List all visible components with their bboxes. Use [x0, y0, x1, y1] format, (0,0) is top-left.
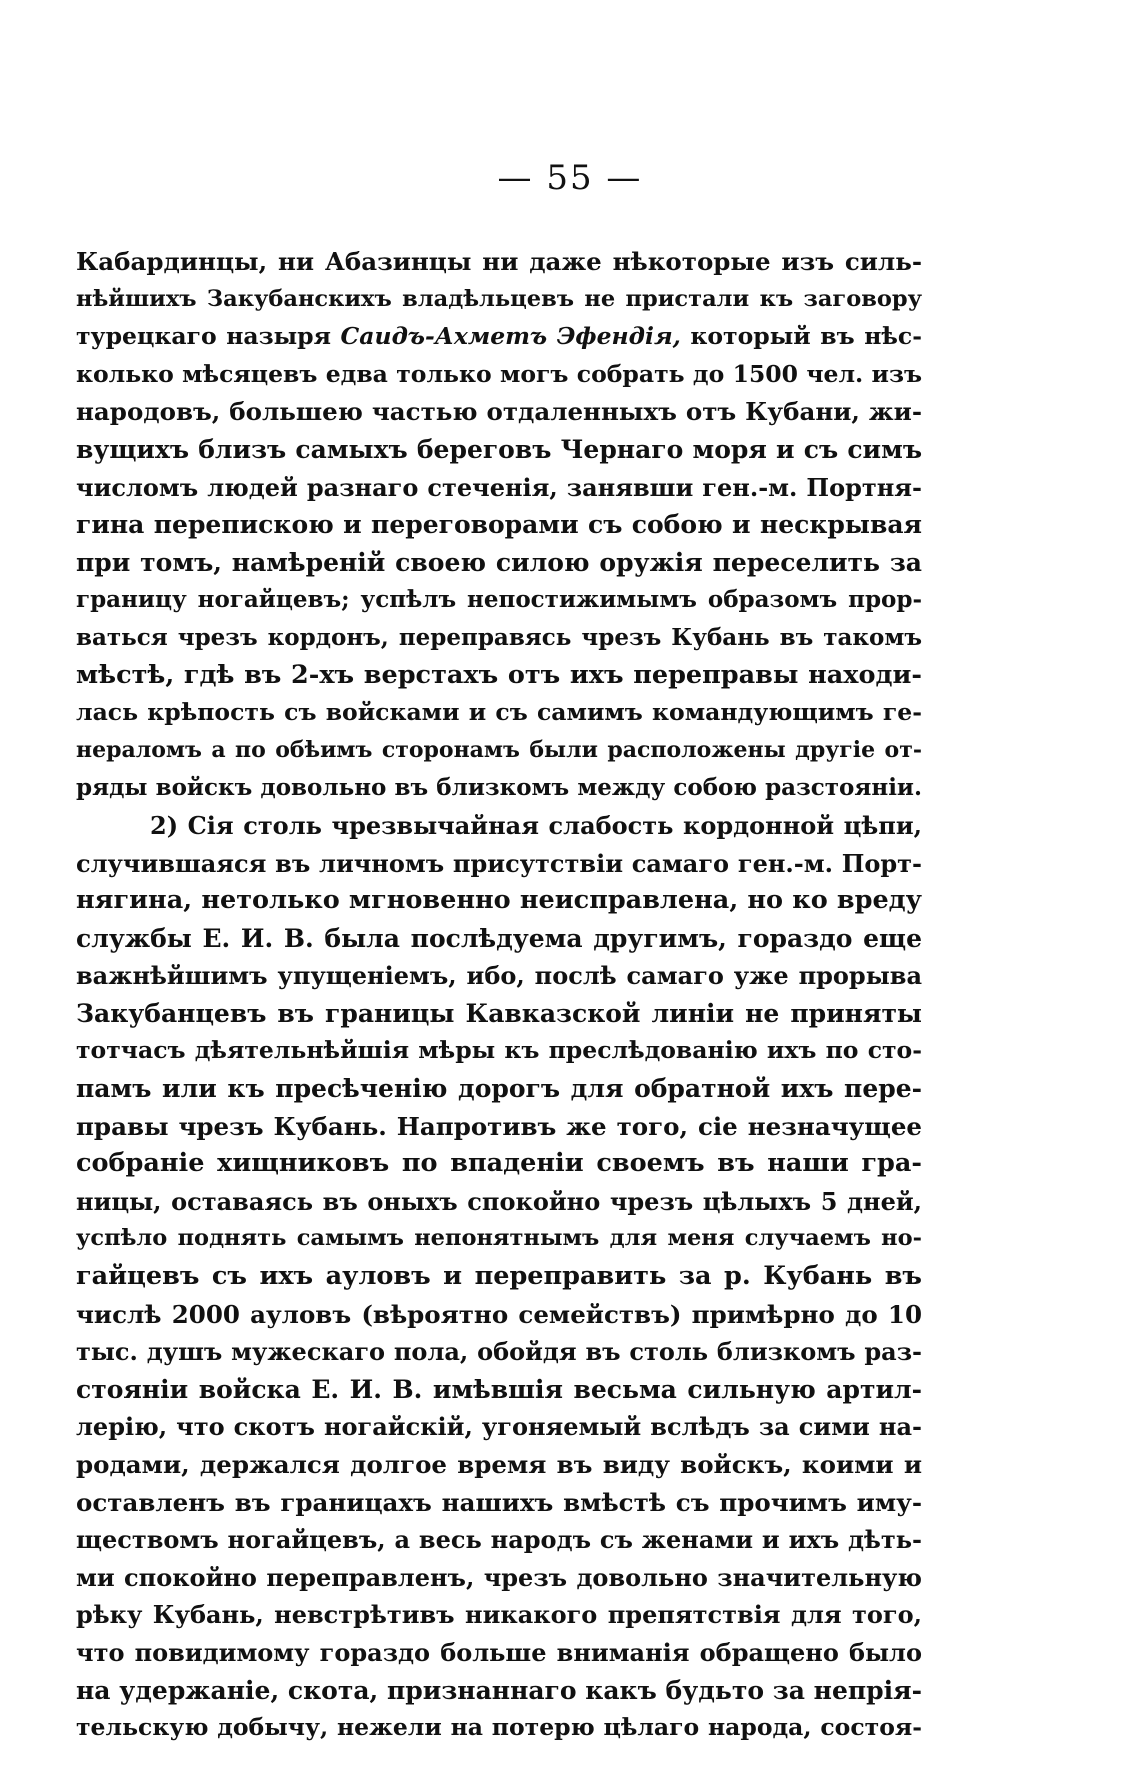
page-number: — 55 — [497, 158, 643, 198]
text-line: собраніе хищниковъ по впаденіи своемъ въ наши гра- [76, 1148, 922, 1179]
text-line: нѣйшихъ Закубанскихъ владѣльцевъ не пристали къ заговору [76, 285, 922, 312]
text-line: важнѣйшимъ упущеніемъ, ибо, послѣ самаго уже прорыва [76, 961, 922, 991]
text-line: нягина, нетолько мгновенно неисправлена, но ко вреду [76, 885, 922, 916]
text-line: тотчасъ дѣятельнѣйшія мѣры къ преслѣдованію ихъ по сто- [76, 1036, 922, 1065]
text-line: мѣстѣ, гдѣ въ 2-хъ верстахъ отъ ихъ переправы находи- [76, 659, 922, 690]
text-line: Кабардинцы, ни Абазинцы ни даже нѣкоторые изъ силь- [76, 247, 922, 276]
text-line: успѣло поднять самымъ непонятнымъ для меня случаемъ но- [76, 1225, 922, 1252]
paragraph-start-line: 2) Сія столь чрезвычайная слабость кордонной цѣпи, [150, 810, 922, 840]
text-line: оставленъ въ границахъ нашихъ вмѣстѣ съ прочимъ иму- [76, 1487, 922, 1517]
text-line: памъ или къ пресѣченію дорогъ для обратной ихъ пере- [76, 1074, 922, 1104]
text-line: ваться чрезъ кордонъ, переправясь чрезъ Кубань въ такомъ [76, 623, 922, 651]
text-line: лась крѣпость съ войсками и съ самимъ командующимъ ге- [76, 698, 922, 727]
text-line: гина перепискою и переговорами съ собою и нескрывая [76, 510, 922, 540]
text-line: правы чрезъ Кубань. Напротивъ же того, сіе незначущее [76, 1111, 922, 1141]
text-line: тельскую добычу, нежели на потерю цѣлаго народа, состоя- [76, 1713, 922, 1742]
text-line: колько мѣсяцевъ едва только могъ собрать до 1500 чел. изъ [76, 359, 922, 388]
text-line: на удержаніе, скота, признаннаго какъ будьто за непрія- [76, 1675, 922, 1705]
text-line: ряды войскъ довольно въ близкомъ между собою разстояніи. [76, 774, 922, 802]
text-line: тыс. душъ мужескаго пола, обойдя въ столь близкомъ раз- [76, 1337, 922, 1367]
text-segment: турецкаго назыря [76, 322, 341, 351]
text-line: случившаяся въ личномъ присутствіи самаго ген.-м. Порт- [76, 848, 922, 878]
text-line: рѣку Кубань, невстрѣтивъ никакого препятствія для того, [76, 1600, 922, 1630]
text-line: службы Е. И. В. была послѣдуема другимъ, гораздо еще [76, 923, 922, 953]
text-line: при томъ, намѣреній своею силою оружія переселить за [76, 547, 922, 577]
text-line: ми спокойно переправленъ, чрезъ довольно значительную [76, 1562, 922, 1592]
text-line: что повидимому гораздо больше вниманія обращено было [76, 1637, 922, 1667]
text-line: вущихъ близъ самыхъ береговъ Чернаго моря и съ симъ [76, 434, 922, 464]
text-line: Закубанцевъ въ границы Кавказской линіи не приняты [76, 998, 922, 1028]
text-line [76, 318, 922, 356]
text-line: нераломъ а по обѣимъ сторонамъ были расположены другіе от- [76, 736, 922, 763]
text-line: лерію, что скотъ ногайскій, угоняемый вслѣдъ за сими на- [76, 1412, 922, 1442]
text-line: числомъ людей разнаго стеченія, занявши ген.-м. Портня- [76, 472, 922, 502]
text-line: границу ногайцевъ; успѣлъ непостижимымъ образомъ прор- [76, 586, 922, 614]
text-line: ществомъ ногайцевъ, а весь народъ съ женами и ихъ дѣть- [76, 1525, 922, 1555]
text-line: родами, держался долгое время въ виду войскъ, коими и [76, 1450, 922, 1479]
text-line: числѣ 2000 ауловъ (вѣроятно семействъ) примѣрно до 10 [76, 1299, 922, 1329]
text-line: народовъ, большею частью отдаленныхъ отъ Кубани, жи- [76, 397, 922, 427]
text-line: ницы, оставаясь въ оныхъ спокойно чрезъ цѣлыхъ 5 дней, [76, 1186, 922, 1216]
text-line: стояніи войска Е. И. В. имѣвшія весьма сильную артил- [76, 1374, 922, 1404]
body-text [76, 243, 922, 1747]
text-segment: который въ нѣс- [680, 322, 922, 351]
text-line: гайцевъ съ ихъ ауловъ и переправить за р. Кубань въ [76, 1261, 922, 1292]
italic-name: Саидъ-Ахметъ Эфендія, [340, 322, 681, 351]
